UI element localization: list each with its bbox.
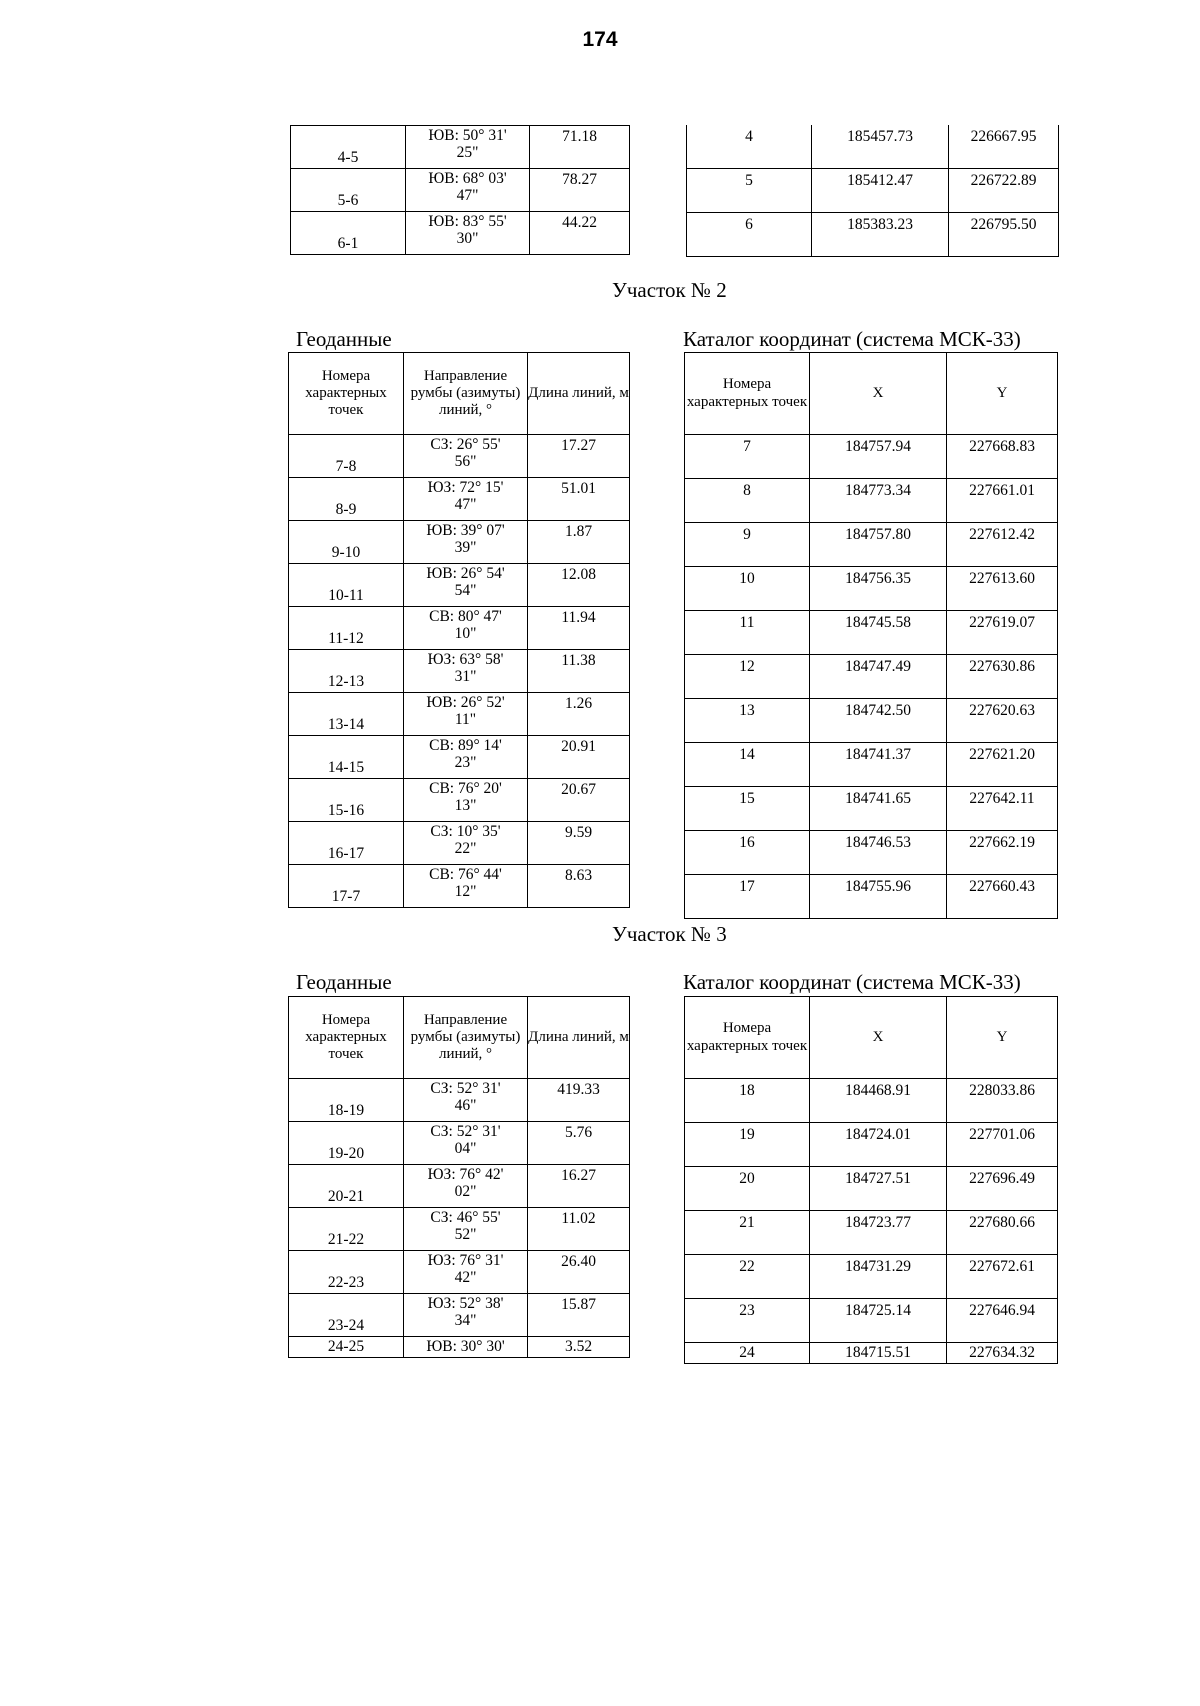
catalog-block bbox=[684, 352, 1058, 919]
x-coordinate-cell: 184755.96 bbox=[810, 875, 947, 919]
column-header-points: Номера характерных точек bbox=[685, 353, 810, 435]
point-range-cell: 5-6 bbox=[291, 169, 406, 212]
y-coordinate-cell: 227634.32 bbox=[947, 1343, 1058, 1364]
point-range-cell: 16-17 bbox=[289, 822, 404, 865]
y-coordinate-cell: 227630.86 bbox=[947, 655, 1058, 699]
direction-line: ЮВ: 30° 30' bbox=[426, 1338, 505, 1356]
direction-line: ЮВ: 68° 03' bbox=[428, 170, 507, 187]
length-cell: 71.18 bbox=[530, 126, 630, 169]
point-range-cell: 24-25 bbox=[289, 1337, 404, 1358]
direction-line: 47" bbox=[454, 496, 477, 514]
x-coordinate-cell: 184727.51 bbox=[810, 1167, 947, 1211]
direction-line: СЗ: 26° 55' bbox=[430, 436, 501, 453]
y-coordinate-cell: 226795.50 bbox=[949, 213, 1059, 257]
catalog-body bbox=[685, 1079, 1058, 1364]
length-cell: 1.87 bbox=[528, 521, 630, 564]
direction-line: СЗ: 52° 31' bbox=[430, 1123, 501, 1140]
geodata-caption: Геоданные bbox=[296, 327, 392, 351]
y-coordinate-cell: 227621.20 bbox=[947, 743, 1058, 787]
direction-cell bbox=[404, 865, 528, 908]
point-number-cell: 22 bbox=[685, 1255, 810, 1299]
table-row bbox=[685, 787, 1058, 831]
direction-line: ЮВ: 26° 52' bbox=[426, 694, 505, 711]
geodata-table bbox=[288, 996, 630, 1358]
table-row bbox=[685, 1079, 1058, 1123]
table-row bbox=[289, 435, 630, 478]
y-coordinate-cell: 227701.06 bbox=[947, 1123, 1058, 1167]
table-row bbox=[685, 655, 1058, 699]
table-row bbox=[289, 564, 630, 607]
table-row bbox=[685, 1299, 1058, 1343]
point-number-cell: 18 bbox=[685, 1079, 810, 1123]
length-cell: 51.01 bbox=[528, 478, 630, 521]
direction-cell bbox=[404, 736, 528, 779]
geodata-body bbox=[289, 1079, 630, 1358]
table-row bbox=[685, 1255, 1058, 1299]
x-coordinate-cell: 184757.80 bbox=[810, 523, 947, 567]
table-row bbox=[685, 743, 1058, 787]
column-header-x: X bbox=[810, 353, 947, 435]
length-cell: 20.67 bbox=[528, 779, 630, 822]
point-range-cell: 12-13 bbox=[289, 650, 404, 693]
length-cell: 12.08 bbox=[528, 564, 630, 607]
table-row bbox=[685, 875, 1058, 919]
point-number-cell: 12 bbox=[685, 655, 810, 699]
x-coordinate-cell: 184746.53 bbox=[810, 831, 947, 875]
length-cell: 419.33 bbox=[528, 1079, 630, 1122]
direction-line: 12" bbox=[454, 883, 477, 901]
direction-cell bbox=[404, 779, 528, 822]
direction-line: 46" bbox=[454, 1097, 477, 1115]
direction-line: ЮЗ: 76° 42' bbox=[427, 1166, 504, 1183]
direction-cell bbox=[404, 521, 528, 564]
point-range-cell: 14-15 bbox=[289, 736, 404, 779]
direction-cell bbox=[404, 607, 528, 650]
point-number-cell: 11 bbox=[685, 611, 810, 655]
direction-line: 22" bbox=[454, 840, 477, 858]
direction-line: СЗ: 52° 31' bbox=[430, 1080, 501, 1097]
point-range-cell: 15-16 bbox=[289, 779, 404, 822]
point-range-cell: 21-22 bbox=[289, 1208, 404, 1251]
table-row bbox=[687, 169, 1059, 213]
column-header-length: Длина линий, м bbox=[528, 353, 630, 435]
point-number-cell: 17 bbox=[685, 875, 810, 919]
y-coordinate-cell: 227642.11 bbox=[947, 787, 1058, 831]
point-range-cell: 23-24 bbox=[289, 1294, 404, 1337]
direction-line: 52" bbox=[454, 1226, 477, 1244]
direction-cell bbox=[404, 1079, 528, 1122]
section-title: Участок № 2 bbox=[612, 278, 727, 302]
direction-cell bbox=[404, 1294, 528, 1337]
table-row bbox=[685, 567, 1058, 611]
x-coordinate-cell: 184745.58 bbox=[810, 611, 947, 655]
point-range-cell: 18-19 bbox=[289, 1079, 404, 1122]
x-coordinate-cell: 184724.01 bbox=[810, 1123, 947, 1167]
point-number-cell: 9 bbox=[685, 523, 810, 567]
y-coordinate-cell: 226667.95 bbox=[949, 125, 1059, 169]
table-row bbox=[685, 1343, 1058, 1364]
direction-line: 10" bbox=[454, 625, 477, 643]
direction-cell bbox=[406, 126, 530, 169]
table-row bbox=[685, 1211, 1058, 1255]
direction-cell bbox=[404, 1251, 528, 1294]
point-range-cell: 20-21 bbox=[289, 1165, 404, 1208]
table-row bbox=[685, 611, 1058, 655]
y-coordinate-cell: 227672.61 bbox=[947, 1255, 1058, 1299]
direction-line: СВ: 76° 44' bbox=[429, 866, 502, 883]
length-cell: 8.63 bbox=[528, 865, 630, 908]
table-row bbox=[289, 693, 630, 736]
point-number-cell: 4 bbox=[687, 125, 812, 169]
length-cell: 15.87 bbox=[528, 1294, 630, 1337]
x-coordinate-cell: 184741.37 bbox=[810, 743, 947, 787]
direction-line: ЮВ: 26° 54' bbox=[426, 565, 505, 582]
column-header-direction: Направление румбы (азимуты) линий, ° bbox=[404, 997, 528, 1079]
x-coordinate-cell: 184742.50 bbox=[810, 699, 947, 743]
length-cell: 5.76 bbox=[528, 1122, 630, 1165]
y-coordinate-cell: 228033.86 bbox=[947, 1079, 1058, 1123]
y-coordinate-cell: 227680.66 bbox=[947, 1211, 1058, 1255]
direction-cell bbox=[404, 478, 528, 521]
table-row bbox=[291, 126, 630, 169]
table-row bbox=[289, 478, 630, 521]
top-geodata-table bbox=[290, 125, 630, 255]
column-header-y: Y bbox=[947, 997, 1058, 1079]
table-row bbox=[289, 822, 630, 865]
direction-cell bbox=[404, 1165, 528, 1208]
x-coordinate-cell: 185457.73 bbox=[812, 125, 949, 169]
y-coordinate-cell: 227620.63 bbox=[947, 699, 1058, 743]
top-catalog-block bbox=[686, 125, 1059, 257]
point-number-cell: 23 bbox=[685, 1299, 810, 1343]
direction-line: 56" bbox=[454, 453, 477, 471]
direction-line: ЮВ: 83° 55' bbox=[428, 213, 507, 230]
direction-line: 30" bbox=[456, 230, 479, 248]
catalog-caption: Каталог координат (система МСК-33) bbox=[683, 970, 1021, 994]
point-range-cell: 11-12 bbox=[289, 607, 404, 650]
page-number: 174 bbox=[582, 28, 618, 51]
table-row bbox=[289, 736, 630, 779]
top-catalog-table bbox=[686, 125, 1059, 257]
direction-line: ЮВ: 39° 07' bbox=[426, 522, 505, 539]
x-coordinate-cell: 184725.14 bbox=[810, 1299, 947, 1343]
direction-cell bbox=[404, 650, 528, 693]
top-geodata-body bbox=[291, 126, 630, 255]
point-range-cell: 22-23 bbox=[289, 1251, 404, 1294]
point-number-cell: 24 bbox=[685, 1343, 810, 1364]
direction-line: СВ: 80° 47' bbox=[429, 608, 502, 625]
table-row bbox=[685, 479, 1058, 523]
direction-line: ЮЗ: 72° 15' bbox=[427, 479, 504, 496]
table-row bbox=[289, 1079, 630, 1122]
direction-line: 39" bbox=[454, 539, 477, 557]
x-coordinate-cell: 184756.35 bbox=[810, 567, 947, 611]
point-range-cell: 10-11 bbox=[289, 564, 404, 607]
table-row bbox=[289, 607, 630, 650]
direction-line: 31" bbox=[454, 668, 477, 686]
direction-line: 42" bbox=[454, 1269, 477, 1287]
point-range-cell: 6-1 bbox=[291, 212, 406, 255]
point-range-cell: 7-8 bbox=[289, 435, 404, 478]
direction-line: 02" bbox=[454, 1183, 477, 1201]
catalog-table bbox=[684, 996, 1058, 1364]
table-row bbox=[685, 831, 1058, 875]
y-coordinate-cell: 227662.19 bbox=[947, 831, 1058, 875]
length-cell: 9.59 bbox=[528, 822, 630, 865]
direction-line: ЮЗ: 63° 58' bbox=[427, 651, 504, 668]
direction-cell bbox=[404, 822, 528, 865]
direction-line: СВ: 89° 14' bbox=[429, 737, 502, 754]
y-coordinate-cell: 227612.42 bbox=[947, 523, 1058, 567]
direction-line: 04" bbox=[454, 1140, 477, 1158]
length-cell: 78.27 bbox=[530, 169, 630, 212]
direction-cell bbox=[404, 564, 528, 607]
direction-line: 34" bbox=[454, 1312, 477, 1330]
point-number-cell: 19 bbox=[685, 1123, 810, 1167]
table-row bbox=[685, 699, 1058, 743]
length-cell: 11.94 bbox=[528, 607, 630, 650]
length-cell: 17.27 bbox=[528, 435, 630, 478]
table-row bbox=[291, 212, 630, 255]
column-header-x: X bbox=[810, 997, 947, 1079]
length-cell: 20.91 bbox=[528, 736, 630, 779]
table-row bbox=[289, 1122, 630, 1165]
x-coordinate-cell: 185412.47 bbox=[812, 169, 949, 213]
direction-cell bbox=[404, 1122, 528, 1165]
point-number-cell: 8 bbox=[685, 479, 810, 523]
y-coordinate-cell: 227696.49 bbox=[947, 1167, 1058, 1211]
x-coordinate-cell: 184773.34 bbox=[810, 479, 947, 523]
y-coordinate-cell: 227613.60 bbox=[947, 567, 1058, 611]
table-row bbox=[685, 1123, 1058, 1167]
x-coordinate-cell: 184731.29 bbox=[810, 1255, 947, 1299]
point-number-cell: 10 bbox=[685, 567, 810, 611]
column-header-length: Длина линий, м bbox=[528, 997, 630, 1079]
length-cell: 11.02 bbox=[528, 1208, 630, 1251]
point-number-cell: 15 bbox=[685, 787, 810, 831]
length-cell: 26.40 bbox=[528, 1251, 630, 1294]
direction-line: СЗ: 46° 55' bbox=[430, 1209, 501, 1226]
direction-line: ЮЗ: 76° 31' bbox=[427, 1252, 504, 1269]
length-cell: 16.27 bbox=[528, 1165, 630, 1208]
top-geodata-block bbox=[290, 125, 630, 255]
y-coordinate-cell: 226722.89 bbox=[949, 169, 1059, 213]
direction-line: 23" bbox=[454, 754, 477, 772]
geodata-caption: Геоданные bbox=[296, 970, 392, 994]
direction-cell bbox=[404, 435, 528, 478]
y-coordinate-cell: 227668.83 bbox=[947, 435, 1058, 479]
y-coordinate-cell: 227660.43 bbox=[947, 875, 1058, 919]
direction-line: ЮВ: 50° 31' bbox=[428, 127, 507, 144]
length-cell: 44.22 bbox=[530, 212, 630, 255]
table-row bbox=[687, 213, 1059, 257]
direction-cell bbox=[404, 1208, 528, 1251]
table-row bbox=[289, 1165, 630, 1208]
point-range-cell: 19-20 bbox=[289, 1122, 404, 1165]
catalog-caption: Каталог координат (система МСК-33) bbox=[683, 327, 1021, 351]
x-coordinate-cell: 184723.77 bbox=[810, 1211, 947, 1255]
direction-cell bbox=[406, 212, 530, 255]
table-row bbox=[289, 865, 630, 908]
catalog-body bbox=[685, 435, 1058, 919]
table-row bbox=[289, 521, 630, 564]
point-number-cell: 14 bbox=[685, 743, 810, 787]
point-range-cell: 13-14 bbox=[289, 693, 404, 736]
point-number-cell: 16 bbox=[685, 831, 810, 875]
catalog-block bbox=[684, 996, 1058, 1364]
point-range-cell: 9-10 bbox=[289, 521, 404, 564]
direction-line: 47" bbox=[456, 187, 479, 205]
point-range-cell: 17-7 bbox=[289, 865, 404, 908]
x-coordinate-cell: 184741.65 bbox=[810, 787, 947, 831]
direction-cell bbox=[406, 169, 530, 212]
column-header-points: Номера характерных точек bbox=[289, 353, 404, 435]
direction-line: ЮЗ: 52° 38' bbox=[427, 1295, 504, 1312]
length-cell: 3.52 bbox=[528, 1337, 630, 1358]
table-row bbox=[685, 1167, 1058, 1211]
point-number-cell: 7 bbox=[685, 435, 810, 479]
table-row bbox=[289, 1208, 630, 1251]
x-coordinate-cell: 184757.94 bbox=[810, 435, 947, 479]
table-row bbox=[289, 1337, 630, 1358]
x-coordinate-cell: 184715.51 bbox=[810, 1343, 947, 1364]
length-cell: 11.38 bbox=[528, 650, 630, 693]
direction-line: СВ: 76° 20' bbox=[429, 780, 502, 797]
column-header-points: Номера характерных точек bbox=[685, 997, 810, 1079]
direction-line: СЗ: 10° 35' bbox=[430, 823, 501, 840]
direction-line: 54" bbox=[454, 582, 477, 600]
y-coordinate-cell: 227646.94 bbox=[947, 1299, 1058, 1343]
table-row bbox=[289, 1294, 630, 1337]
section-title: Участок № 3 bbox=[612, 922, 727, 946]
column-header-direction: Направление румбы (азимуты) линий, ° bbox=[404, 353, 528, 435]
point-range-cell: 4-5 bbox=[291, 126, 406, 169]
table-row bbox=[289, 1251, 630, 1294]
table-row bbox=[685, 435, 1058, 479]
direction-cell bbox=[404, 693, 528, 736]
x-coordinate-cell: 184468.91 bbox=[810, 1079, 947, 1123]
catalog-table bbox=[684, 352, 1058, 919]
table-row bbox=[685, 523, 1058, 567]
geodata-block bbox=[288, 352, 630, 908]
y-coordinate-cell: 227619.07 bbox=[947, 611, 1058, 655]
y-coordinate-cell: 227661.01 bbox=[947, 479, 1058, 523]
geodata-body bbox=[289, 435, 630, 908]
point-number-cell: 13 bbox=[685, 699, 810, 743]
length-cell: 1.26 bbox=[528, 693, 630, 736]
point-number-cell: 20 bbox=[685, 1167, 810, 1211]
x-coordinate-cell: 185383.23 bbox=[812, 213, 949, 257]
direction-line: 11" bbox=[454, 711, 477, 729]
direction-line: 13" bbox=[454, 797, 477, 815]
table-row bbox=[289, 650, 630, 693]
point-number-cell: 21 bbox=[685, 1211, 810, 1255]
table-row bbox=[289, 779, 630, 822]
top-catalog-body bbox=[687, 125, 1059, 257]
table-row bbox=[687, 125, 1059, 169]
column-header-points: Номера характерных точек bbox=[289, 997, 404, 1079]
table-row bbox=[291, 169, 630, 212]
point-range-cell: 8-9 bbox=[289, 478, 404, 521]
direction-line: 25" bbox=[456, 144, 479, 162]
x-coordinate-cell: 184747.49 bbox=[810, 655, 947, 699]
column-header-y: Y bbox=[947, 353, 1058, 435]
point-number-cell: 5 bbox=[687, 169, 812, 213]
geodata-block bbox=[288, 996, 630, 1358]
point-number-cell: 6 bbox=[687, 213, 812, 257]
direction-cell bbox=[404, 1337, 528, 1358]
geodata-table bbox=[288, 352, 630, 908]
